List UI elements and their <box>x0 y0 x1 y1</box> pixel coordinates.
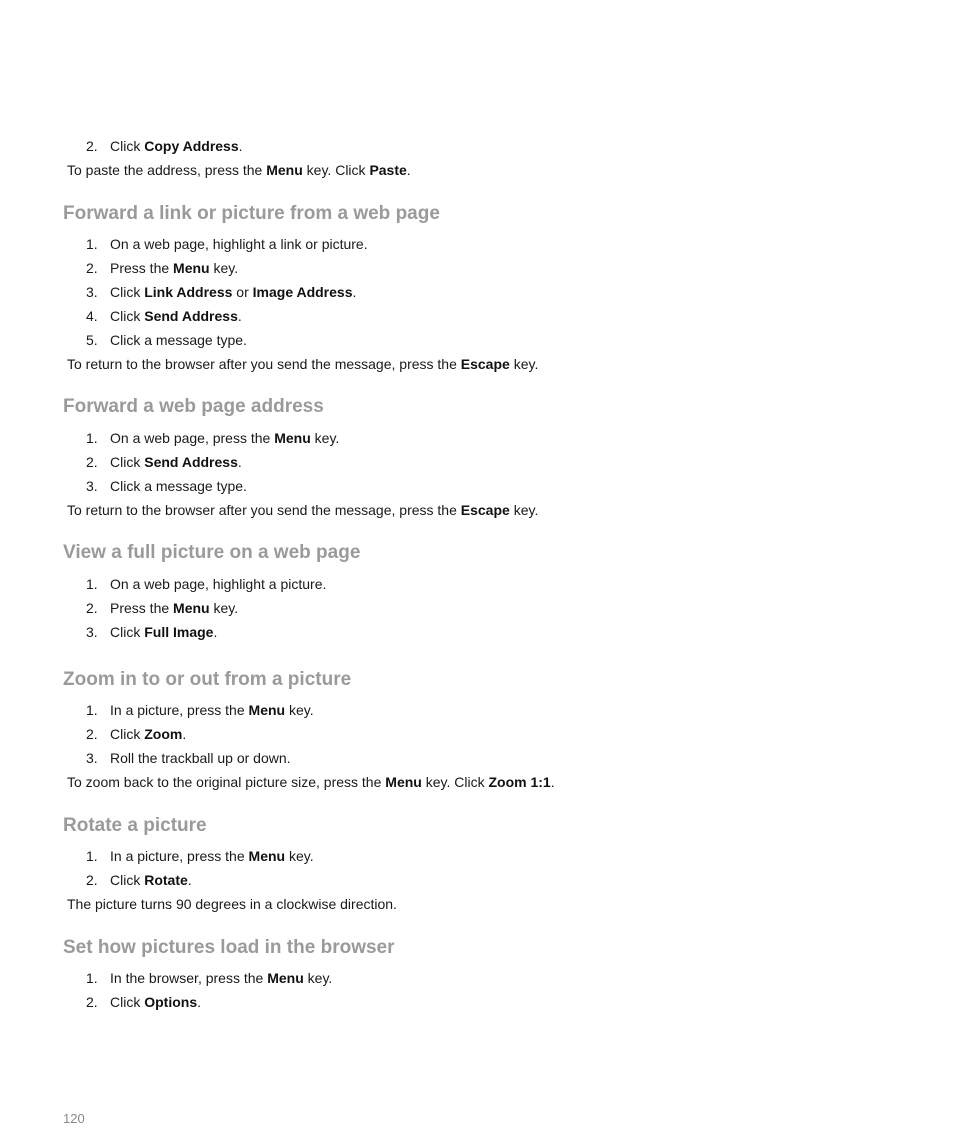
step: 1. On a web page, press the Menu key. <box>86 430 340 446</box>
step: 5. Click a message type. <box>86 332 247 348</box>
step: 3. Click Full Image. <box>86 624 218 640</box>
step: 4. Click Send Address. <box>86 308 242 324</box>
note: To return to the browser after you send the message, press the Escape key. <box>67 502 539 518</box>
heading-forward-link: Forward a link or picture from a web page <box>63 203 440 224</box>
heading-load: Set how pictures load in the browser <box>63 937 395 958</box>
step: 1. On a web page, highlight a picture. <box>86 576 327 592</box>
step: 3. Roll the trackball up or down. <box>86 750 291 766</box>
heading-rotate: Rotate a picture <box>63 815 207 836</box>
step: 1. On a web page, highlight a link or picture. <box>86 236 368 252</box>
step: 2. Press the Menu key. <box>86 600 239 616</box>
step: 2. Click Send Address. <box>86 454 242 470</box>
note: The picture turns 90 degrees in a clockwise direction. <box>67 896 397 912</box>
step-copy-address: 2. Click Copy Address. <box>86 138 243 154</box>
heading-forward-address: Forward a web page address <box>63 396 324 417</box>
note-paste-address: To paste the address, press the Menu key. Click Paste. <box>67 162 411 178</box>
step: 1. In a picture, press the Menu key. <box>86 848 314 864</box>
step: 2. Click Zoom. <box>86 726 187 742</box>
step: 3. Click Link Address or Image Address. <box>86 284 357 300</box>
step: 3. Click a message type. <box>86 478 247 494</box>
heading-zoom: Zoom in to or out from a picture <box>63 669 352 690</box>
step: 1. In the browser, press the Menu key. <box>86 970 333 986</box>
note: To zoom back to the original picture size, press the Menu key. Click Zoom 1:1. <box>67 774 555 790</box>
page-number: 120 <box>63 1111 85 1126</box>
step: 2. Press the Menu key. <box>86 260 239 276</box>
note: To return to the browser after you send the message, press the Escape key. <box>67 356 539 372</box>
step: 2. Click Options. <box>86 994 202 1010</box>
step: 2. Click Rotate. <box>86 872 192 888</box>
heading-full-picture: View a full picture on a web page <box>63 542 361 563</box>
step: 1. In a picture, press the Menu key. <box>86 702 314 718</box>
